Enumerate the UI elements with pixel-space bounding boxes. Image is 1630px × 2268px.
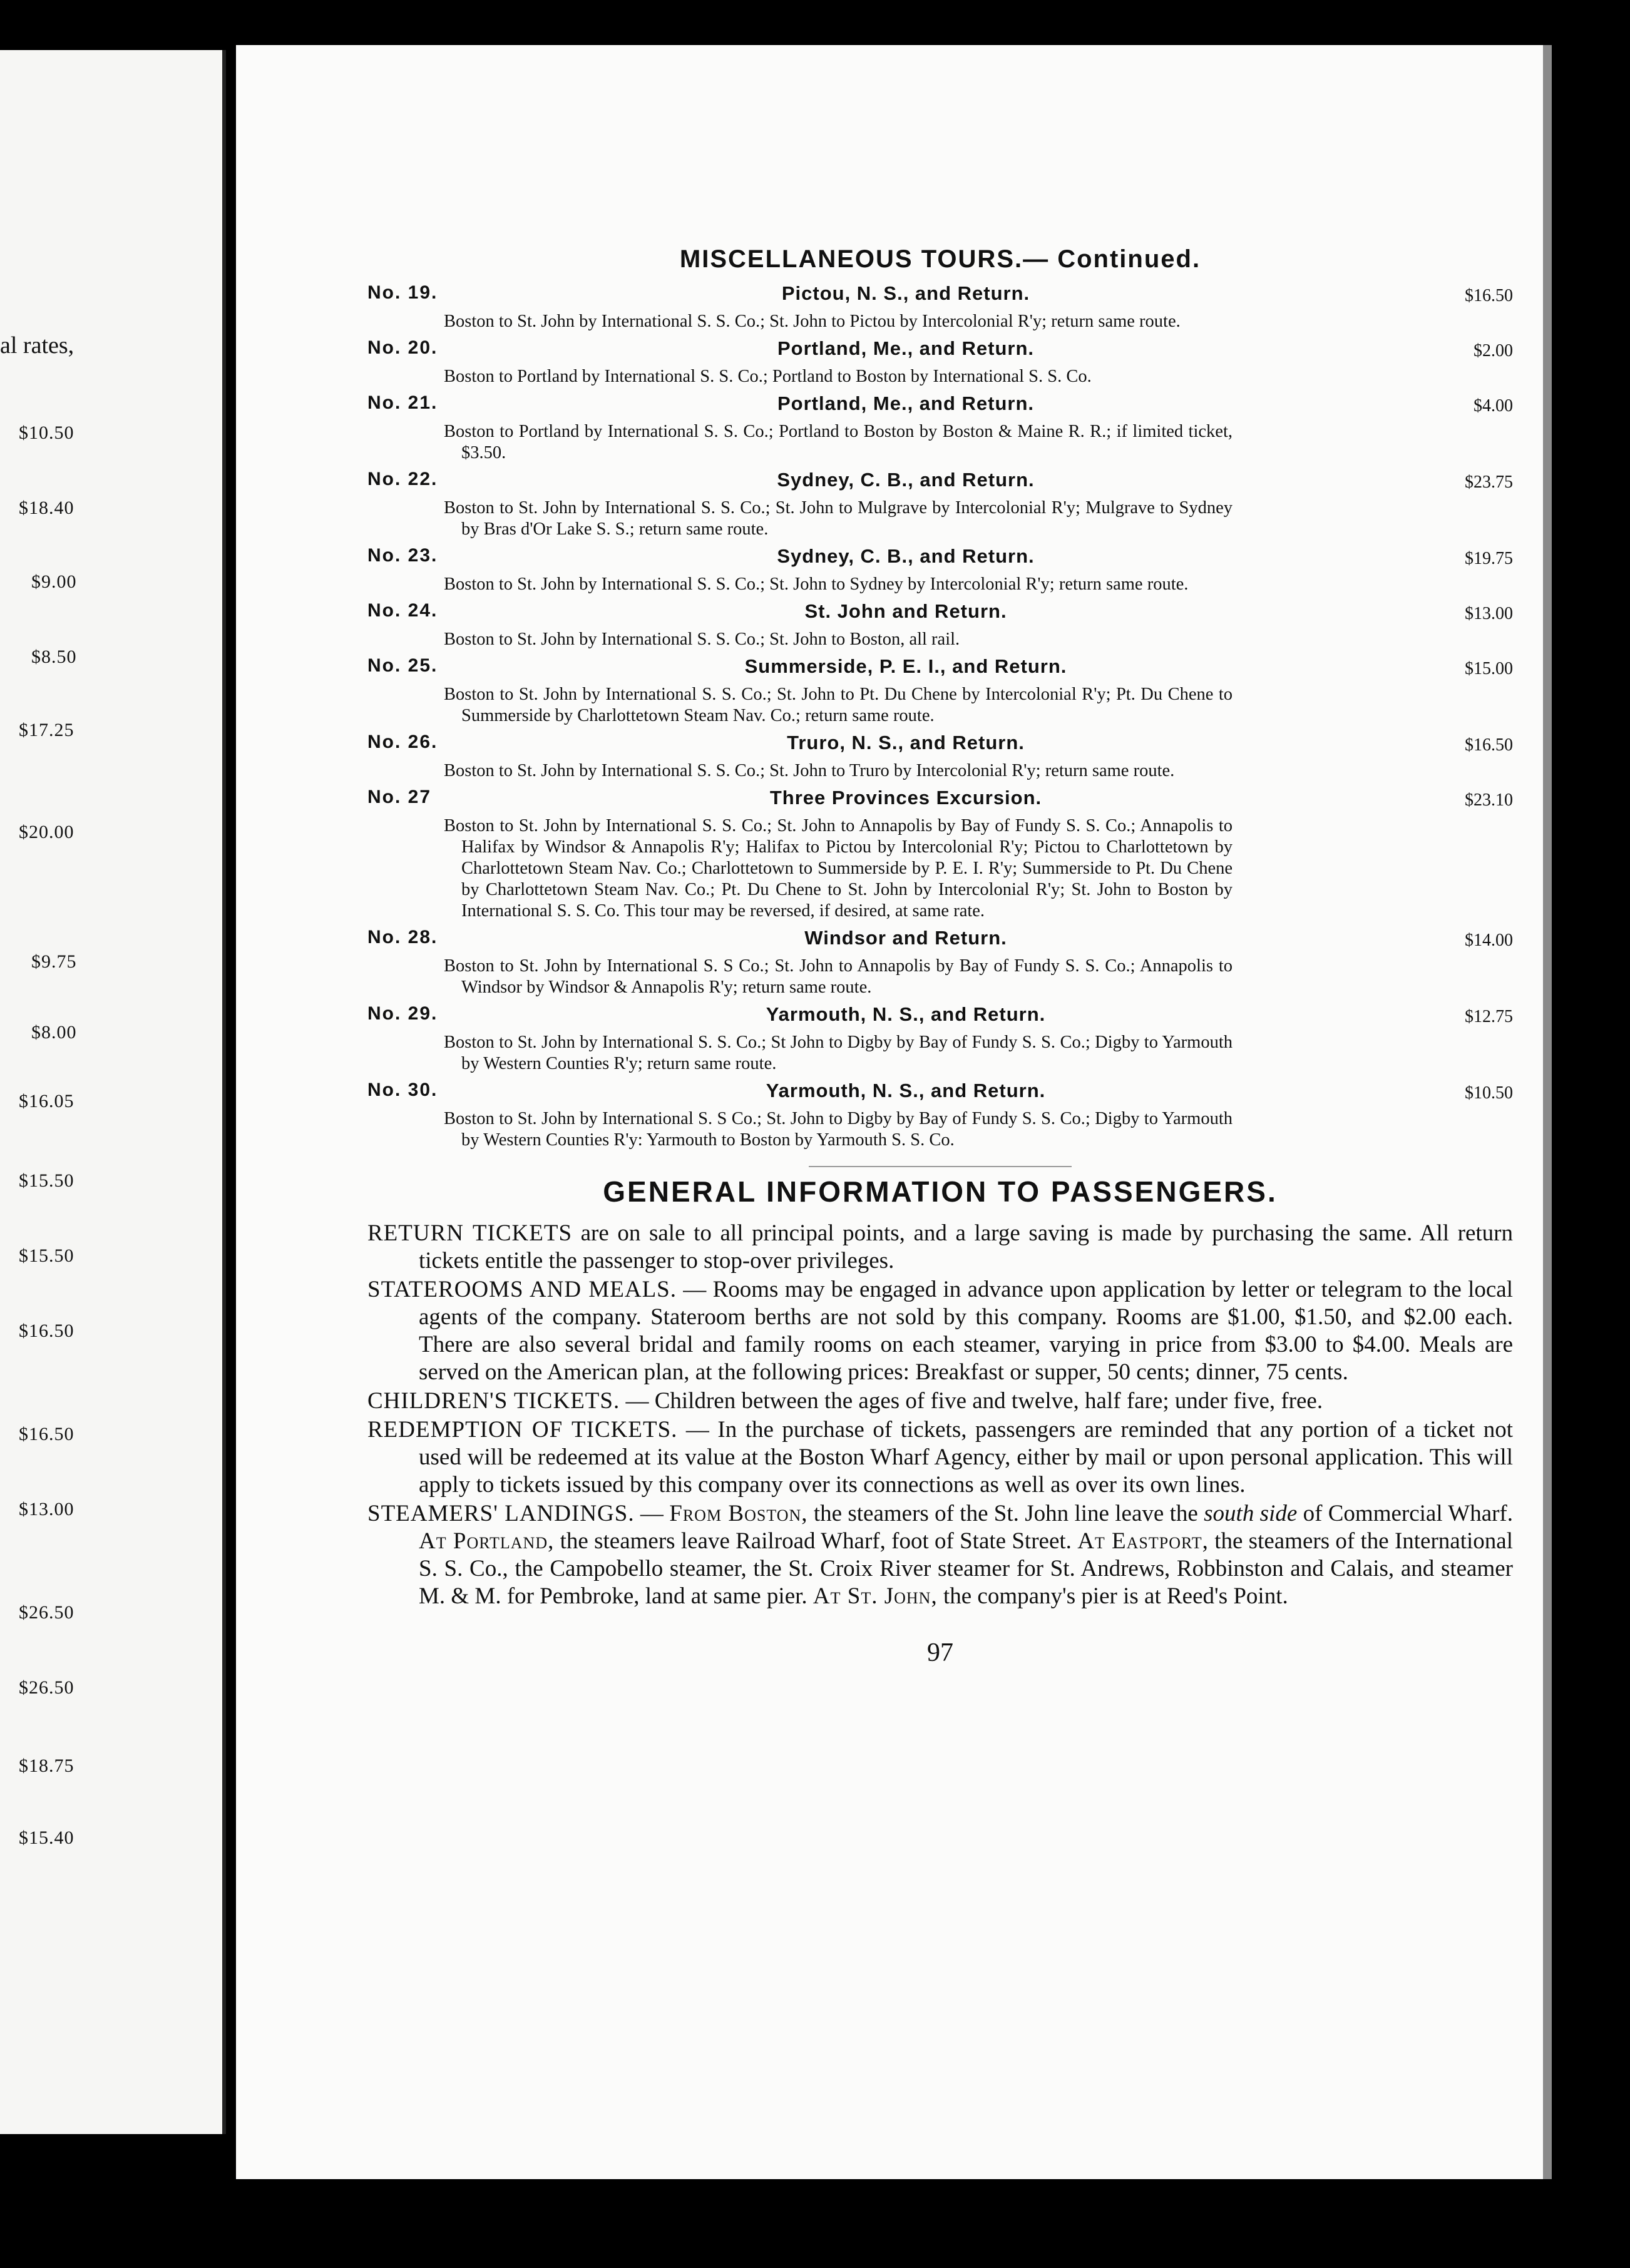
tour-description [444, 760, 1233, 782]
info-return-tickets [367, 1220, 1513, 1275]
tour-number: No. 23. [367, 545, 438, 566]
left-facing-page [0, 50, 226, 2134]
book-page [236, 45, 1552, 2179]
info-text: the steamers leave Railroad Wharf, foot of State Street. [554, 1528, 1078, 1554]
tour-header [367, 787, 1513, 815]
tour-title: Yarmouth, N. S., and Return. [766, 1003, 1046, 1025]
info-text: — [634, 1501, 670, 1526]
tour-number: No. 22. [367, 469, 438, 489]
tour-entry [367, 1080, 1513, 1151]
left-price: $18.75 [19, 1755, 74, 1776]
tour-number: No. 29. [367, 1003, 438, 1024]
tour-entry [367, 600, 1513, 650]
left-price: $13.00 [19, 1499, 74, 1520]
emphasis: south side [1204, 1501, 1298, 1526]
tour-title: St. John and Return. [804, 600, 1007, 622]
info-landings [367, 1500, 1513, 1610]
tour-route: Boston to St. John by International S. S Co.; St. John to Digby by Bay of Fundy S. S. Co.; Digby to Yarmouth by Western Counties R'y: Yarmouth to Boston by Yarmouth S. S. Co. [444, 1109, 1233, 1150]
tour-header [367, 392, 1513, 421]
tour-number: No. 27 [367, 787, 432, 807]
left-price: $17.25 [19, 720, 74, 740]
tour-header [367, 927, 1513, 956]
info-text: the company's pier is at Reed's Point. [937, 1583, 1288, 1609]
left-price: $16.50 [19, 1424, 74, 1444]
info-staterooms [367, 1276, 1513, 1386]
left-price: $20.00 [19, 822, 74, 842]
tour-price: $14.00 [1465, 931, 1513, 950]
tour-description [444, 574, 1233, 595]
tour-route: Boston to St. John by International S. S. Co.; St. John to Truro by Intercolonial R'y; return same route. [444, 761, 1175, 780]
info-label: STEAMERS' LANDINGS. [367, 1501, 635, 1526]
left-price: $15.40 [19, 1827, 74, 1848]
tour-title: Portland, Me., and Return. [777, 337, 1035, 359]
tour-title: Sydney, C. B., and Return. [777, 469, 1035, 491]
left-price: $16.05 [19, 1091, 74, 1111]
tour-description [444, 498, 1233, 540]
place-name: At Eastport, [1077, 1528, 1209, 1554]
left-price: $8.50 [31, 646, 77, 667]
tour-title: Truro, N. S., and Return. [787, 732, 1025, 753]
tour-header [367, 545, 1513, 574]
info-text: — In the purchase of tickets, passengers are reminded that any portion of a ticket not used will be redeemed at its value at the Boston Wharf Agency, either by mail or upon personal application. This will apply to tickets issued by this company over its connections as well as over its own lines. [419, 1417, 1514, 1498]
left-price: $15.50 [19, 1170, 74, 1191]
tour-entry [367, 787, 1513, 922]
tour-list [367, 282, 1513, 1151]
page-number: 97 [927, 1638, 953, 1667]
tour-number: No. 28. [367, 927, 438, 948]
tour-title: Summerside, P. E. I., and Return. [744, 655, 1067, 677]
tour-number: No. 24. [367, 600, 438, 621]
info-text: the steamers of the St. John line leave the [807, 1501, 1204, 1526]
tour-price: $16.50 [1465, 735, 1513, 755]
tour-route: Boston to St. John by International S. S. Co.; St. John to Annapolis by Bay of Fundy S. S. Co.; Annapolis to Halifax by Windsor & Annapolis R'y; Halifax to Pictou by Intercolonial R'y; Pictou to Charlottetown by Charlottetown Steam Nav. Co.; Charlottetown to Summerside by P. E. I. R'y; Summerside to Pt. Du Chene by Charlottetown Steam Nav. Co.; Pt. Du Chene to St. John by Intercolonial R'y; St. John to Boston by International S. S. Co. This tour may be reversed, if desired, at same rate. [444, 816, 1233, 921]
tour-number: No. 30. [367, 1080, 438, 1100]
info-children [367, 1387, 1513, 1415]
tour-header [367, 732, 1513, 760]
info-text: — Rooms may be engaged in advance upon application by letter or telegram to the local agents of the company. Stateroom berths are not sold by this company. Rooms are $1.00, $1.50, and $2.00 each. There are also several bridal and family rooms on each steamer, varying in price from $3.00 to $4.00. Meals are served on the American plan, at the following prices: Breakfast or supper, 50 cents; dinner, 75 cents. [419, 1277, 1513, 1385]
tour-description [444, 421, 1233, 464]
left-price: $26.50 [19, 1677, 74, 1698]
tour-entry [367, 337, 1513, 387]
tour-route: Boston to St. John by International S. S. Co.; St. John to Mulgrave by Intercolonial R'y; Mulgrave to Sydney by Bras d'Or Lake S. S.; return same route. [444, 498, 1233, 539]
info-label: REDEMPTION OF TICKETS. [367, 1417, 678, 1443]
tour-number: No. 25. [367, 655, 438, 676]
tour-title: Portland, Me., and Return. [777, 392, 1035, 414]
tour-route: Boston to St. John by International S. S. Co.; St. John to Boston, all rail. [444, 630, 960, 649]
tour-header [367, 1080, 1513, 1108]
place-name: At Portland, [419, 1528, 555, 1554]
place-name: At St. John, [812, 1583, 938, 1609]
tour-description [444, 366, 1233, 387]
tour-price: $19.75 [1465, 549, 1513, 568]
tour-price: $15.00 [1465, 659, 1513, 678]
tour-header [367, 282, 1513, 311]
info-label: RETURN TICKETS [367, 1220, 573, 1246]
tour-description [444, 956, 1233, 998]
tour-price: $23.75 [1465, 472, 1513, 492]
info-text: of Commercial Wharf. [1297, 1501, 1514, 1526]
tour-number: No. 26. [367, 732, 438, 752]
tour-entry [367, 655, 1513, 727]
tour-route: Boston to St. John by International S. S Co.; St. John to Annapolis by Bay of Fundy S. S. Co.; Annapolis to Windsor by Windsor & Annapolis R'y; return same route. [444, 956, 1233, 997]
tour-entry [367, 392, 1513, 464]
page-content [367, 245, 1513, 1668]
tour-route: Boston to St. John by International S. S. Co.; St John to Digby by Bay of Fundy S. S. Co.; Digby to Yarmouth by Western Counties R'y; return same route. [444, 1033, 1233, 1073]
info-redemption [367, 1416, 1513, 1499]
tour-description [444, 684, 1233, 727]
tour-header [367, 469, 1513, 498]
tour-title: Sydney, C. B., and Return. [777, 545, 1035, 567]
info-label: CHILDREN'S TICKETS. [367, 1388, 620, 1414]
info-label: STATEROOMS AND MEALS. [367, 1277, 677, 1302]
tour-price: $10.50 [1465, 1083, 1513, 1103]
tour-entry [367, 282, 1513, 332]
tour-description [444, 629, 1233, 650]
tour-entry [367, 469, 1513, 540]
tour-description [444, 311, 1233, 332]
tour-entry [367, 732, 1513, 782]
tour-price: $13.00 [1465, 604, 1513, 623]
rates-label: al rates, [0, 332, 74, 359]
tour-title: Windsor and Return. [804, 927, 1007, 949]
page-heading: MISCELLANEOUS TOURS.— Continued. [679, 245, 1201, 273]
tour-title: Yarmouth, N. S., and Return. [766, 1080, 1046, 1101]
left-price: $15.50 [19, 1245, 74, 1266]
left-price: $16.50 [19, 1320, 74, 1341]
tour-route: Boston to St. John by International S. S. Co.; St. John to Pictou by Intercolonial R'y; return same route. [444, 312, 1181, 331]
tour-price: $12.75 [1465, 1007, 1513, 1026]
tour-entry [367, 927, 1513, 998]
tour-price: $23.10 [1465, 790, 1513, 810]
tour-route: Boston to Portland by International S. S. Co.; Portland to Boston by Boston & Maine R. R.; if limited ticket, $3.50. [444, 422, 1233, 462]
tour-description [444, 1032, 1233, 1075]
place-name: From Boston, [669, 1501, 808, 1526]
tour-description [444, 815, 1233, 922]
tour-header [367, 600, 1513, 629]
general-info-heading: GENERAL INFORMATION TO PASSENGERS. [603, 1175, 1278, 1208]
tour-header [367, 655, 1513, 684]
info-text: the steamers of the International S. S. Co., the Campobello steamer, the St. Croix River steamer for St. Andrews, Robbinston and Calais, and steamer M. & M. for Pembroke, land at same pier. [419, 1528, 1513, 1609]
left-price: $9.75 [31, 951, 77, 972]
tour-number: No. 20. [367, 337, 438, 358]
left-price: $9.00 [31, 571, 77, 592]
tour-title: Pictou, N. S., and Return. [781, 282, 1030, 304]
section-divider [809, 1166, 1072, 1167]
tour-header [367, 337, 1513, 366]
tour-route: Boston to St. John by International S. S. Co.; St. John to Pt. Du Chene by Intercolonial R'y; Pt. Du Chene to Summerside by Charlottetown Steam Nav. Co.; return same route. [444, 685, 1233, 725]
left-price: $26.50 [19, 1602, 74, 1623]
left-price: $10.50 [19, 422, 74, 443]
tour-price: $2.00 [1474, 341, 1513, 360]
tour-description [444, 1108, 1233, 1151]
tour-route: Boston to Portland by International S. S. Co.; Portland to Boston by International S. S. Co. [444, 367, 1092, 386]
left-price: $18.40 [19, 498, 74, 518]
tour-route: Boston to St. John by International S. S. Co.; St. John to Sydney by Intercolonial R'y; return same route. [444, 575, 1189, 594]
tour-number: No. 19. [367, 282, 438, 303]
tour-price: $16.50 [1465, 286, 1513, 305]
tour-entry [367, 1003, 1513, 1075]
tour-price: $4.00 [1474, 396, 1513, 416]
info-text: — Children between the ages of five and twelve, half fare; under five, free. [620, 1388, 1323, 1414]
tour-entry [367, 545, 1513, 595]
left-price: $8.00 [31, 1022, 77, 1043]
tour-number: No. 21. [367, 392, 438, 413]
tour-header [367, 1003, 1513, 1032]
tour-title: Three Provinces Excursion. [769, 787, 1042, 809]
info-text: are on sale to all principal points, and a large saving is made by purchasing the same. All return tickets entitle the passenger to stop-over privileges. [419, 1220, 1513, 1274]
